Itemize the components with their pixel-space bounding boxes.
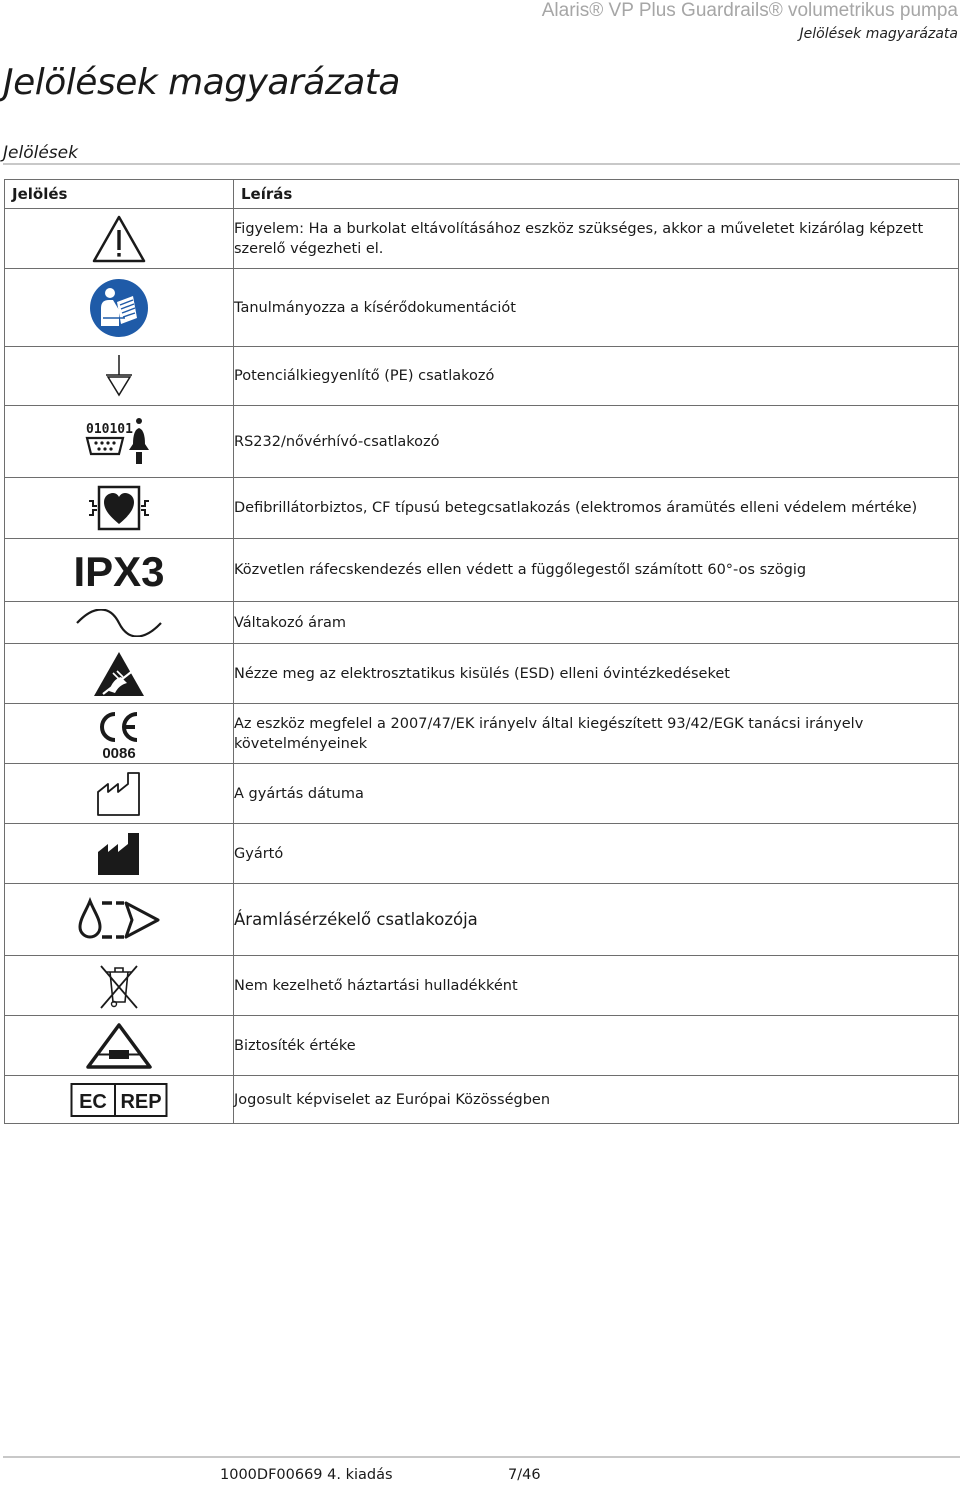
table-row (5, 884, 959, 956)
symbol-cell (5, 1076, 234, 1124)
description-cell: Áramlásérzékelő csatlakozója (234, 884, 959, 956)
ipx3-icon (69, 548, 169, 592)
symbol-cell (5, 406, 234, 478)
description-cell: Figyelem: Ha a burkolat eltávolításához eszköz szükséges, akkor a műveletet kizárólag képzett szerelő végezheti el. (234, 209, 959, 269)
symbol-cell (5, 347, 234, 406)
date-of-manufacture-icon (95, 770, 143, 818)
header-section-name: Jelölések magyarázata (799, 26, 958, 42)
symbol-cell (5, 764, 234, 824)
header-product-name: Alaris® VP Plus Guardrails® volumetrikus pumpa (541, 0, 958, 21)
table-row (5, 539, 959, 602)
svg-text:REP: REP (120, 1090, 162, 1113)
equipotential-icon (101, 353, 137, 399)
table-row (5, 1076, 959, 1124)
table-row (5, 956, 959, 1016)
ce-mark-icon (89, 708, 149, 760)
table-row (5, 704, 959, 764)
description-cell: Jogosult képviselet az Európai Közösségben (234, 1076, 959, 1124)
symbol-cell (5, 824, 234, 884)
table-row (5, 478, 959, 539)
defibrillation-proof-cf-icon (87, 484, 151, 532)
table-row (5, 269, 959, 347)
symbol-cell (5, 644, 234, 704)
section-heading: Jelölések (3, 143, 78, 163)
flow-sensor-connector-icon (76, 897, 162, 943)
symbols-table (4, 179, 959, 1124)
ec-rep-icon (70, 1082, 168, 1118)
footer-page-number: 7/46 (508, 1467, 541, 1483)
column-header-symbol: Jelölés (5, 180, 234, 209)
svg-text:IPX3: IPX3 (73, 548, 165, 592)
svg-text:EC: EC (79, 1090, 107, 1113)
weee-bin-icon (97, 962, 141, 1010)
description-cell: Defibrillátorbiztos, CF típusú betegcsatlakozás (elektromos áramütés elleni védelem mértéke) (234, 478, 959, 539)
symbol-cell (5, 269, 234, 347)
symbol-cell (5, 539, 234, 602)
svg-text:010101: 010101 (86, 421, 133, 437)
warning-triangle-icon (91, 214, 147, 264)
read-manual-icon (89, 278, 149, 338)
description-cell: Közvetlen ráfecskendezés ellen védett a függőlegestől számított 60°-os szögig (234, 539, 959, 602)
table-row (5, 406, 959, 478)
table-row (5, 644, 959, 704)
table-row (5, 347, 959, 406)
footer-document-number: 1000DF00669 4. kiadás (220, 1467, 393, 1483)
section-divider (3, 163, 960, 165)
footer-divider (3, 1456, 960, 1458)
description-cell: Tanulmányozza a kísérődokumentációt (234, 269, 959, 347)
fuse-icon (85, 1022, 153, 1070)
alternating-current-icon (74, 609, 164, 637)
esd-warning-icon (91, 649, 147, 699)
symbol-cell (5, 884, 234, 956)
description-cell: Biztosíték értéke (234, 1016, 959, 1076)
symbol-cell (5, 704, 234, 764)
table-row (5, 209, 959, 269)
table-row (5, 602, 959, 644)
description-cell: Nem kezelhető háztartási hulladékként (234, 956, 959, 1016)
description-cell: Gyártó (234, 824, 959, 884)
description-cell: RS232/nővérhívó-csatlakozó (234, 406, 959, 478)
table-row (5, 1016, 959, 1076)
svg-text:0086: 0086 (102, 744, 136, 760)
description-cell: Potenciálkiegyenlítő (PE) csatlakozó (234, 347, 959, 406)
manufacturer-icon (95, 830, 143, 878)
description-cell: A gyártás dátuma (234, 764, 959, 824)
page-title: Jelölések magyarázata (3, 62, 400, 103)
description-cell: Váltakozó áram (234, 602, 959, 644)
rs232-nurse-call-icon (83, 416, 155, 468)
column-header-description: Leírás (234, 180, 959, 209)
symbol-cell (5, 956, 234, 1016)
symbol-cell (5, 209, 234, 269)
table-row (5, 764, 959, 824)
table-header-row (5, 180, 959, 209)
symbol-cell (5, 478, 234, 539)
symbol-cell (5, 602, 234, 644)
table-row (5, 824, 959, 884)
symbol-cell (5, 1016, 234, 1076)
description-cell: Az eszköz megfelel a 2007/47/EK irányelv által kiegészített 93/42/EGK tanácsi irányelv követelményeinek (234, 704, 959, 764)
description-cell: Nézze meg az elektrosztatikus kisülés (ESD) elleni óvintézkedéseket (234, 644, 959, 704)
